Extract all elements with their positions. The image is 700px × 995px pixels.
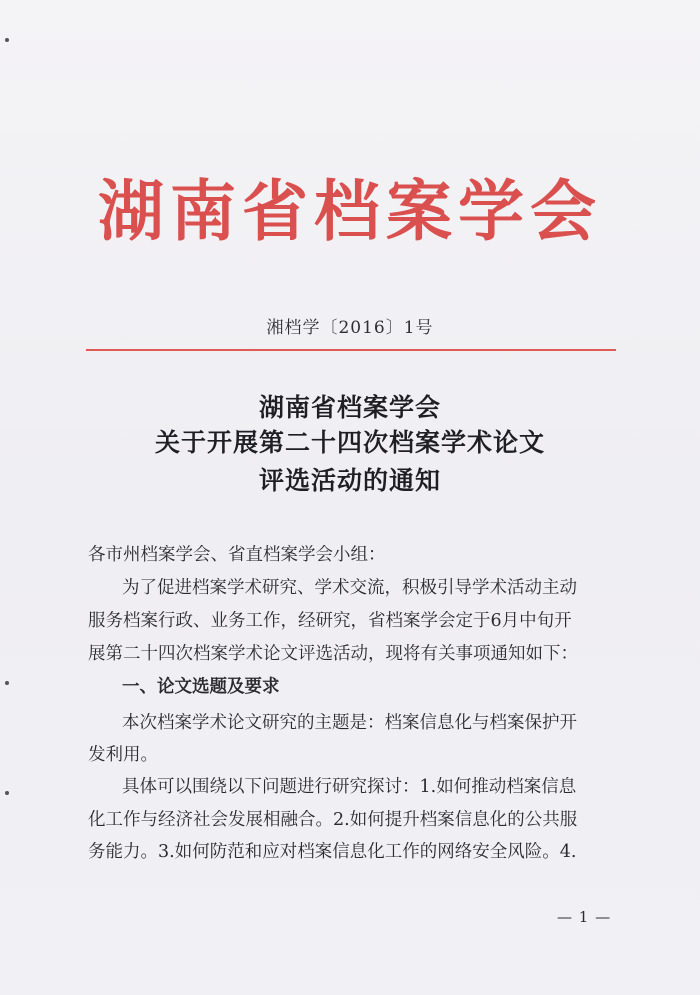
paragraph-1-line-3: 展第二十四次档案学术论文评选活动，现将有关事项通知如下： [88,644,578,664]
paragraph-3-line-1: 具体可以围绕以下问题进行研究探讨：1.如何推动档案信息 [122,777,577,797]
notice-title-line-2: 关于开展第二十四次档案学术论文 [154,428,545,457]
paragraph-3-line-3: 务能力。3.如何防范和应对档案信息化工作的网络安全风险。4. [88,842,577,862]
letterhead-divider [86,349,616,351]
paragraph-3-line-2: 化工作与经济社会发展相融合。2.如何提升档案信息化的公共服 [88,810,578,830]
salutation: 各市州档案学会、省直档案学会小组： [88,545,386,565]
notice-title-line-3: 评选活动的通知 [258,466,441,495]
paragraph-2-line-2: 发利用。 [88,745,158,765]
organization-letterhead: 湖南省档案学会 [98,172,602,250]
page-number: — 1 — [557,908,612,926]
paragraph-2-line-1: 本次档案学术论文研究的主题是：档案信息化与档案保护开 [122,713,577,733]
binding-hole-mark [5,791,9,795]
section-1-heading: 一、论文选题及要求 [122,677,280,697]
paragraph-1-line-1: 为了促进档案学术研究、学术交流，积极引导学术活动主动 [122,578,577,598]
notice-title-line-1: 湖南省档案学会 [258,393,441,422]
document-number: 湘档学〔2016〕1号 [266,318,434,338]
binding-hole-mark [5,681,9,685]
paragraph-1-line-2: 服务档案行政、业务工作，经研究，省档案学会定于6月中旬开 [88,611,572,631]
binding-hole-mark [5,38,9,42]
